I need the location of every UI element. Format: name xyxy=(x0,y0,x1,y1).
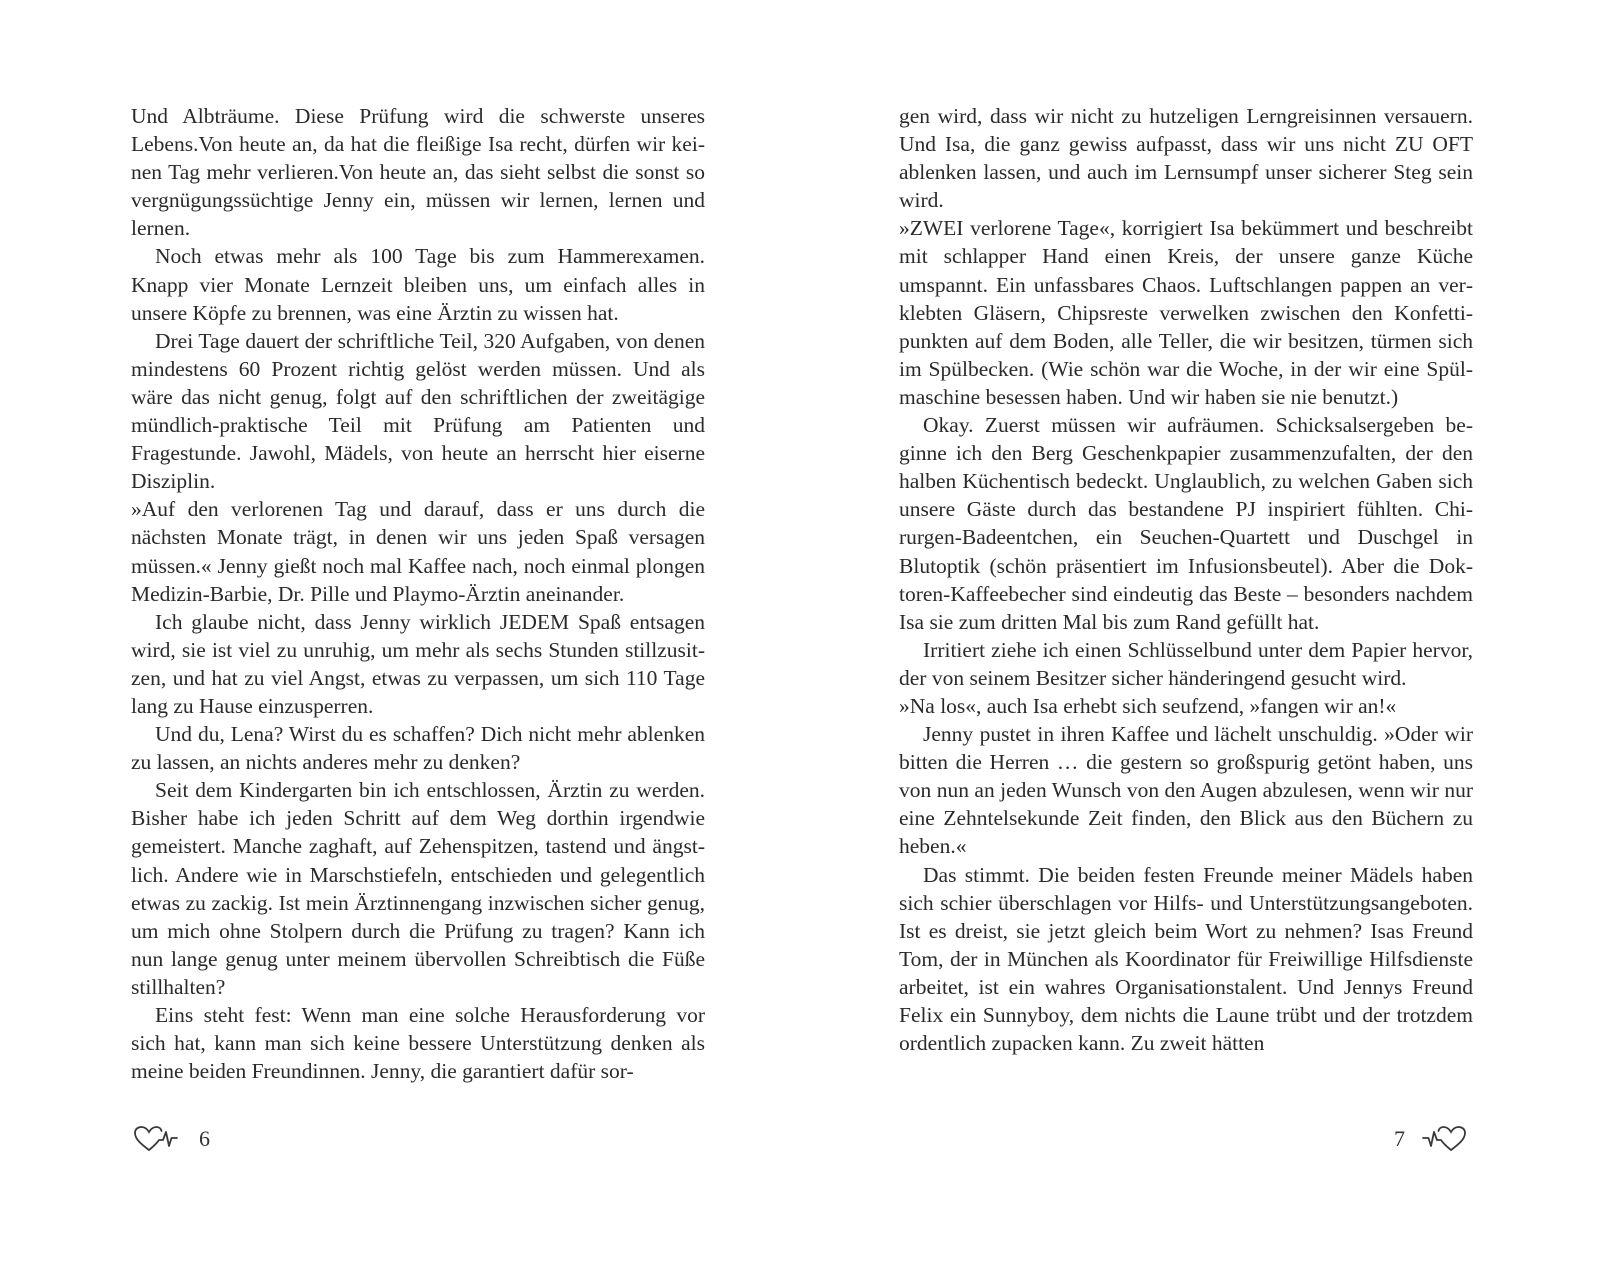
page-number: 6 xyxy=(199,1126,210,1151)
heart-ecg-icon xyxy=(1421,1124,1467,1154)
paragraph: Das stimmt. Die beiden festen Freunde meiner Mädels haben sich schier überschlagen vor Hilfs- und Unterstützungsangeboten. Ist es dreist, sie jetzt gleich beim Wort zu nehmen? Isas Freund Tom, der in München als Koordinator für Freiwillige Hilfsdienste arbeitet, ist ein wahres Organisationstalent. Und Jennys Freund Felix ein Sunnyboy, dem nichts die Laune trübt und der trotzdem ordentlich zupacken kann. Zu zweit hätten xyxy=(899,862,1473,1056)
paragraph: Jenny pustet in ihren Kaffee und lächelt unschuldig. »Oder wir bitten die Herren … die gestern so großspurig getönt haben, uns von nun an jeden Wunsch von den Augen abzulesen, wenn wir nur eine Zehntelsekunde Zeit finden, den Blick aus den Büchern zu heben.« xyxy=(899,722,1473,859)
paragraph: Noch etwas mehr als 100 Tage bis zum Hammerexamen. Knapp vier Monate Lernzeit bleiben uns, um einfach alles in unsere Köpfe zu brennen, was eine Ärztin zu wissen hat. xyxy=(131,244,705,325)
paragraph: Und du, Lena? Wirst du es schaffen? Dich nicht mehr ablenken zu lassen, an nichts anderes mehr zu denken? xyxy=(131,722,705,775)
right-page-footer xyxy=(1394,1124,1467,1154)
page-number: 7 xyxy=(1394,1126,1405,1151)
paragraph: Ich glaube nicht, dass Jenny wirklich JEDEM Spaß entsagen wird, sie ist viel zu unruhig, um mehr als sechs Stunden stillzusitzen, und hat zu viel Angst, etwas zu verpassen, um sich 110 Tage lang zu Hause einzusperren. xyxy=(131,609,705,718)
paragraph: gen wird, dass wir nicht zu hutzeligen Lerngreisinnen versauern. Und Isa, die ganz gewiss aufpasst, dass wir uns nicht ZU OFT ablenken lassen, und auch im Lernsumpf unser sicherer Steg sein wird. xyxy=(899,104,1473,213)
paragraph: Irritiert ziehe ich einen Schlüsselbund unter dem Papier hervor, der von seinem Besitzer sicher händeringend gesucht wird. xyxy=(899,637,1473,690)
paragraph: Okay. Zuerst müssen wir aufräumen. Schicksalsergeben beginne ich den Berg Geschenkpapier zusammenzufalten, der den halben Küchentisch bedeckt. Unglaublich, zu welchen Gaben sich unsere Gäste durch das bestandene PJ inspiriert fühlten. Chirurgen-Badeentchen, ein Seuchen-Quartett und Duschgel in Blutoptik (schön präsentiert im Infusionsbeutel). Aber die Doktoren-Kaffeebecher sind eindeutig das Beste – besonders nachdem Isa sie zum dritten Mal bis zum Rand gefüllt hat. xyxy=(899,413,1473,634)
paragraph: Seit dem Kindergarten bin ich entschlossen, Ärztin zu werden. Bisher habe ich jeden Schritt auf dem Weg dorthin irgendwie gemeistert. Manche zaghaft, auf Zehenspitzen, tastend und ängstlich. Andere wie in Marschstiefeln, entschieden und gelegentlich etwas zu zackig. Ist mein Ärztinnengang inzwischen sicher genug, um mich ohne Stolpern durch die Prüfung zu tragen? Kann ich nun lange genug unter meinem übervollen Schreibtisch die Füße stillhalten? xyxy=(131,778,705,999)
paragraph: »Auf den verlorenen Tag und darauf, dass er uns durch die nächsten Monate trägt, in denen wir uns jeden Spaß versagen müssen.« Jenny gießt noch mal Kaffee nach, noch einmal plongen Medizin-Barbie, Dr. Pille und Playmo-Ärztin aneinander. xyxy=(131,497,705,606)
paragraph: »Na los«, auch Isa erhebt sich seufzend, »fangen wir an!« xyxy=(899,693,1397,718)
left-page-text xyxy=(131,102,705,1085)
paragraph: Eins steht fest: Wenn man eine solche Herausforderung vor sich hat, kann man sich keine bessere Unterstützung denken als meine beiden Freundinnen. Jenny, die garantiert dafür sor- xyxy=(131,1003,705,1084)
paragraph: »ZWEI verlorene Tage«, korrigiert Isa bekümmert und beschreibt mit schlapper Hand einen Kreis, der unsere ganze Küche umspannt. Ein unfassbares Chaos. Luftschlangen pappen an verklebten Gläsern, Chipsreste verwelken zwischen den Konfettipunkten auf dem Boden, alle Teller, die wir besitzen, türmen sich im Spülbecken. (Wie schön war die Woche, in der wir eine Spülmaschine besessen haben. Und wir haben sie nie benutzt.) xyxy=(899,216,1473,409)
left-page-footer xyxy=(133,1124,210,1154)
heart-ecg-icon xyxy=(133,1124,179,1154)
paragraph: Und Albträume. Diese Prüfung wird die schwerste unseres Lebens.Von heute an, da hat die fleißige Isa recht, dürfen wir keinen Tag mehr verlieren.Von heute an, das sieht selbst die sonst so vergnügungssüchtige Jenny ein, müssen wir lernen, lernen und lernen. xyxy=(131,104,705,241)
paragraph: Drei Tage dauert der schriftliche Teil, 320 Aufgaben, von denen mindestens 60 Prozent richtig gelöst werden müssen. Und als wäre das nicht genug, folgt auf den schriftlichen der zweitägige mündlich-praktische Teil mit Prüfung am Patienten und Fragestunde. Jawohl, Mädels, von heute an herrscht hier eiserne Disziplin. xyxy=(131,328,705,494)
right-page-text xyxy=(899,102,1473,1057)
